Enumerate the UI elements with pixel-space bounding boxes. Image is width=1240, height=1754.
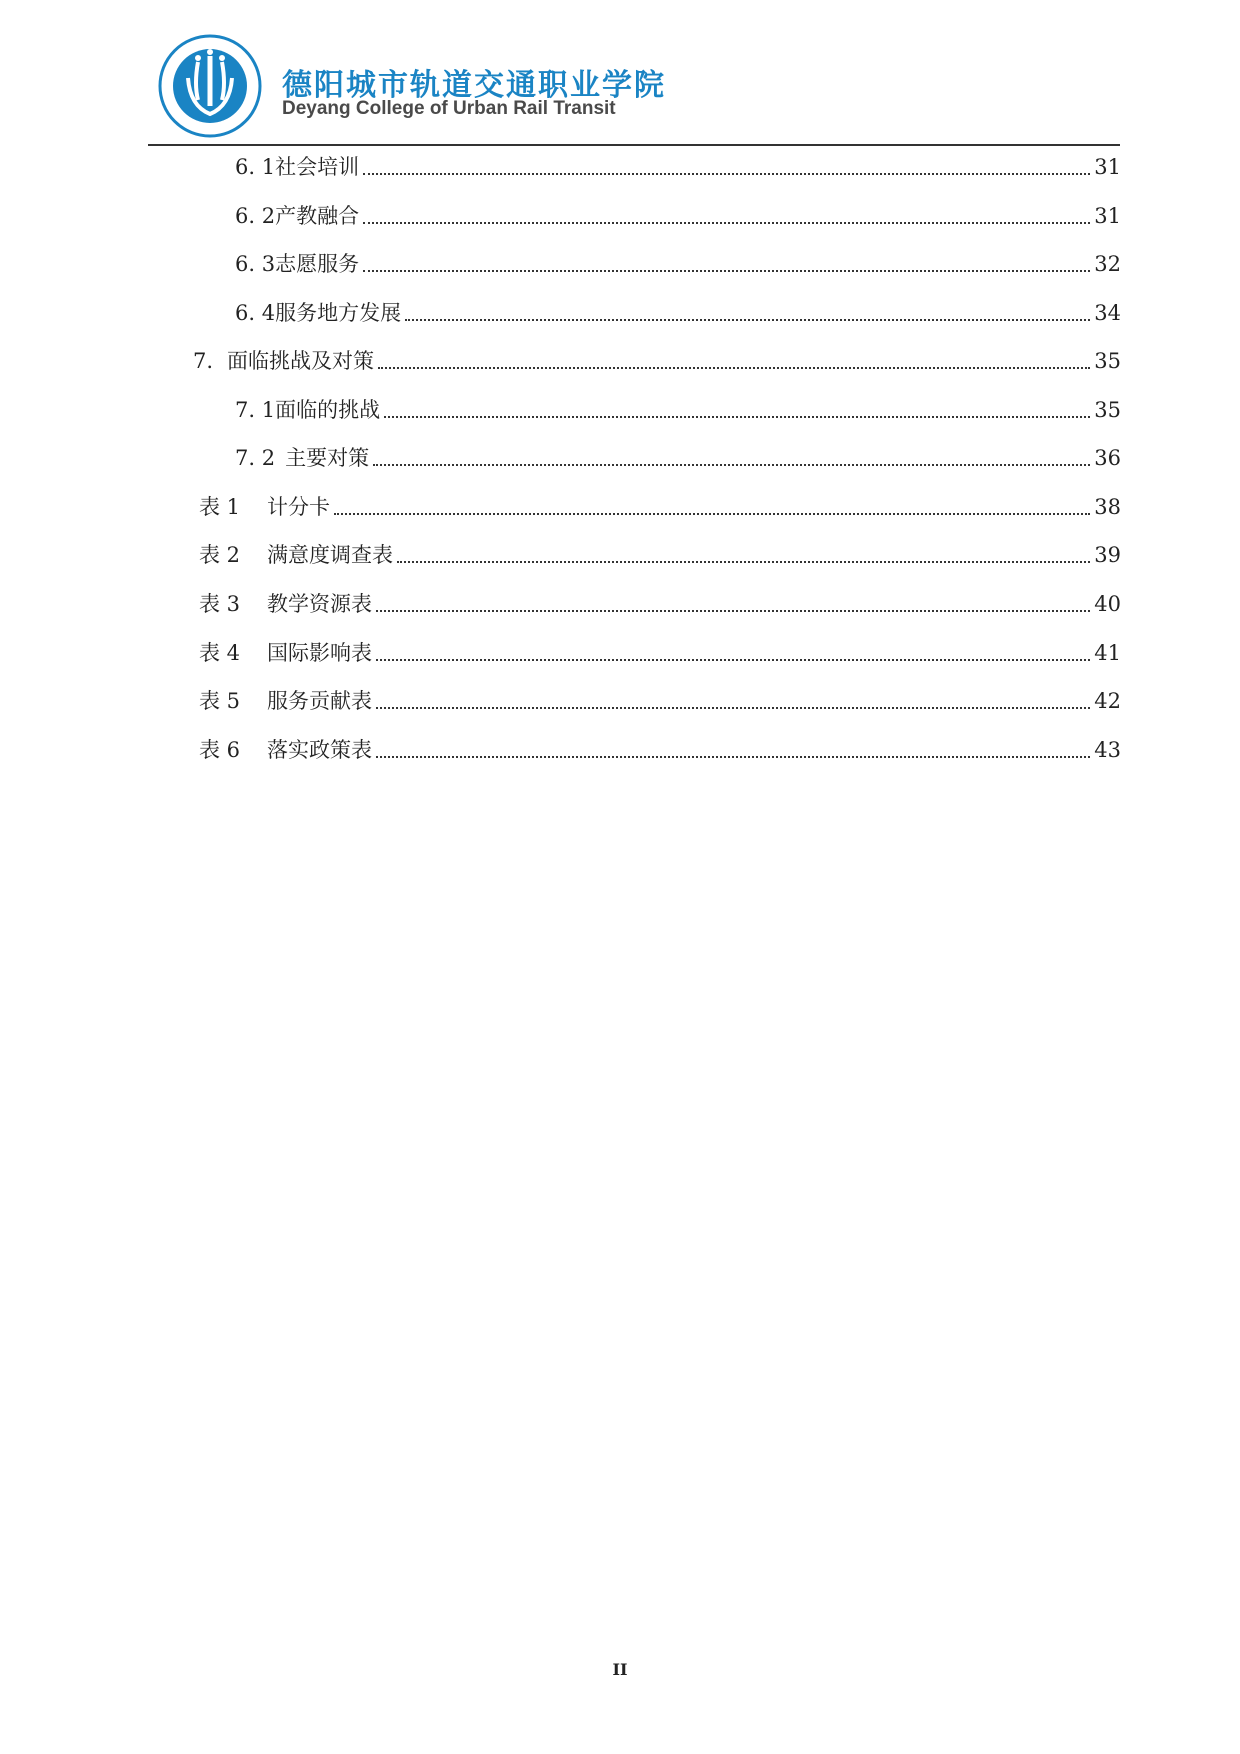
toc-entry-page: 35	[1094, 398, 1121, 422]
toc-entry-number: 表 6	[199, 738, 241, 762]
toc-entry-page: 31	[1094, 155, 1121, 179]
toc-entry-number: 6. 1	[235, 155, 276, 179]
toc-entry-number: 表 1	[199, 495, 241, 519]
toc-entry[interactable]	[199, 492, 1121, 522]
header-divider	[148, 144, 1120, 146]
toc-entry-page: 41	[1094, 641, 1121, 665]
toc-entry-title: 服务贡献表	[267, 689, 372, 713]
toc-entry-number: 表 2	[199, 543, 241, 567]
toc-entry-page: 31	[1094, 204, 1121, 228]
toc-entry[interactable]	[199, 686, 1121, 716]
toc-dot-leader	[376, 707, 1090, 709]
page-number: II	[612, 1660, 628, 1679]
toc-entry-number: 表 3	[199, 592, 241, 616]
toc-entry[interactable]	[235, 249, 1121, 279]
toc-dot-leader	[334, 513, 1090, 515]
toc-dot-leader	[376, 659, 1090, 661]
page-header	[158, 30, 1118, 142]
toc-entry-page: 42	[1094, 689, 1121, 713]
toc-entry-title: 主要对策	[285, 446, 370, 470]
toc-dot-leader	[363, 270, 1090, 272]
toc-entry-title: 社会培训	[275, 155, 360, 179]
toc-entry-page: 40	[1094, 592, 1121, 616]
toc-entry[interactable]	[193, 346, 1121, 376]
toc-entry[interactable]	[235, 443, 1121, 473]
toc-entry-page: 32	[1094, 252, 1121, 276]
toc-entry[interactable]	[199, 638, 1121, 668]
toc-dot-leader	[397, 561, 1090, 563]
toc-entry-page: 36	[1094, 446, 1121, 470]
toc-dot-leader	[384, 416, 1090, 418]
toc-dot-leader	[376, 756, 1090, 758]
toc-dot-leader	[363, 222, 1090, 224]
toc-entry-title: 面临的挑战	[275, 398, 381, 422]
toc-dot-leader	[373, 464, 1090, 466]
toc-entry[interactable]	[199, 540, 1121, 570]
toc-entry-page: 43	[1094, 738, 1121, 762]
toc-entry[interactable]	[199, 735, 1121, 765]
college-logo	[158, 34, 262, 138]
toc-entry-title: 面临挑战及对策	[227, 349, 375, 373]
toc-entry-number: 表 4	[199, 641, 241, 665]
toc-entry-title: 产教融合	[275, 204, 360, 228]
toc-entry-number: 6. 4	[235, 301, 276, 325]
toc-entry-title: 落实政策表	[267, 738, 372, 762]
toc-entry-title: 满意度调查表	[267, 543, 393, 567]
toc-entry[interactable]	[235, 298, 1121, 328]
toc-dot-leader	[376, 610, 1090, 612]
toc-entry-title: 国际影响表	[267, 641, 372, 665]
toc-entry-number: 7. 1	[235, 398, 276, 422]
toc-entry-page: 39	[1094, 543, 1121, 567]
toc-entry-title: 服务地方发展	[275, 301, 402, 325]
toc-entry-number: 7.	[193, 349, 214, 373]
toc-entry-page: 34	[1094, 301, 1121, 325]
toc-entry-page: 35	[1094, 349, 1121, 373]
school-name-cn: 德阳城市轨道交通职业学院	[282, 68, 666, 103]
toc-entry[interactable]	[235, 152, 1121, 182]
toc-dot-leader	[378, 367, 1090, 369]
toc-dot-leader	[363, 173, 1090, 175]
toc-dot-leader	[405, 319, 1090, 321]
toc-entry-number: 表 5	[199, 689, 241, 713]
toc-entry[interactable]	[199, 589, 1121, 619]
toc-entry-number: 6. 3	[235, 252, 276, 276]
toc-entry-number: 7. 2	[235, 446, 276, 470]
toc-entry-title: 志愿服务	[275, 252, 360, 276]
school-name-en: Deyang College of Urban Rail Transit	[282, 98, 616, 119]
toc-entry-number: 6. 2	[235, 204, 276, 228]
toc-entry-title: 计分卡	[267, 495, 330, 519]
toc-entry[interactable]	[235, 395, 1121, 425]
toc-entry-page: 38	[1094, 495, 1121, 519]
toc-entry-title: 教学资源表	[267, 592, 372, 616]
toc-entry[interactable]	[235, 201, 1121, 231]
